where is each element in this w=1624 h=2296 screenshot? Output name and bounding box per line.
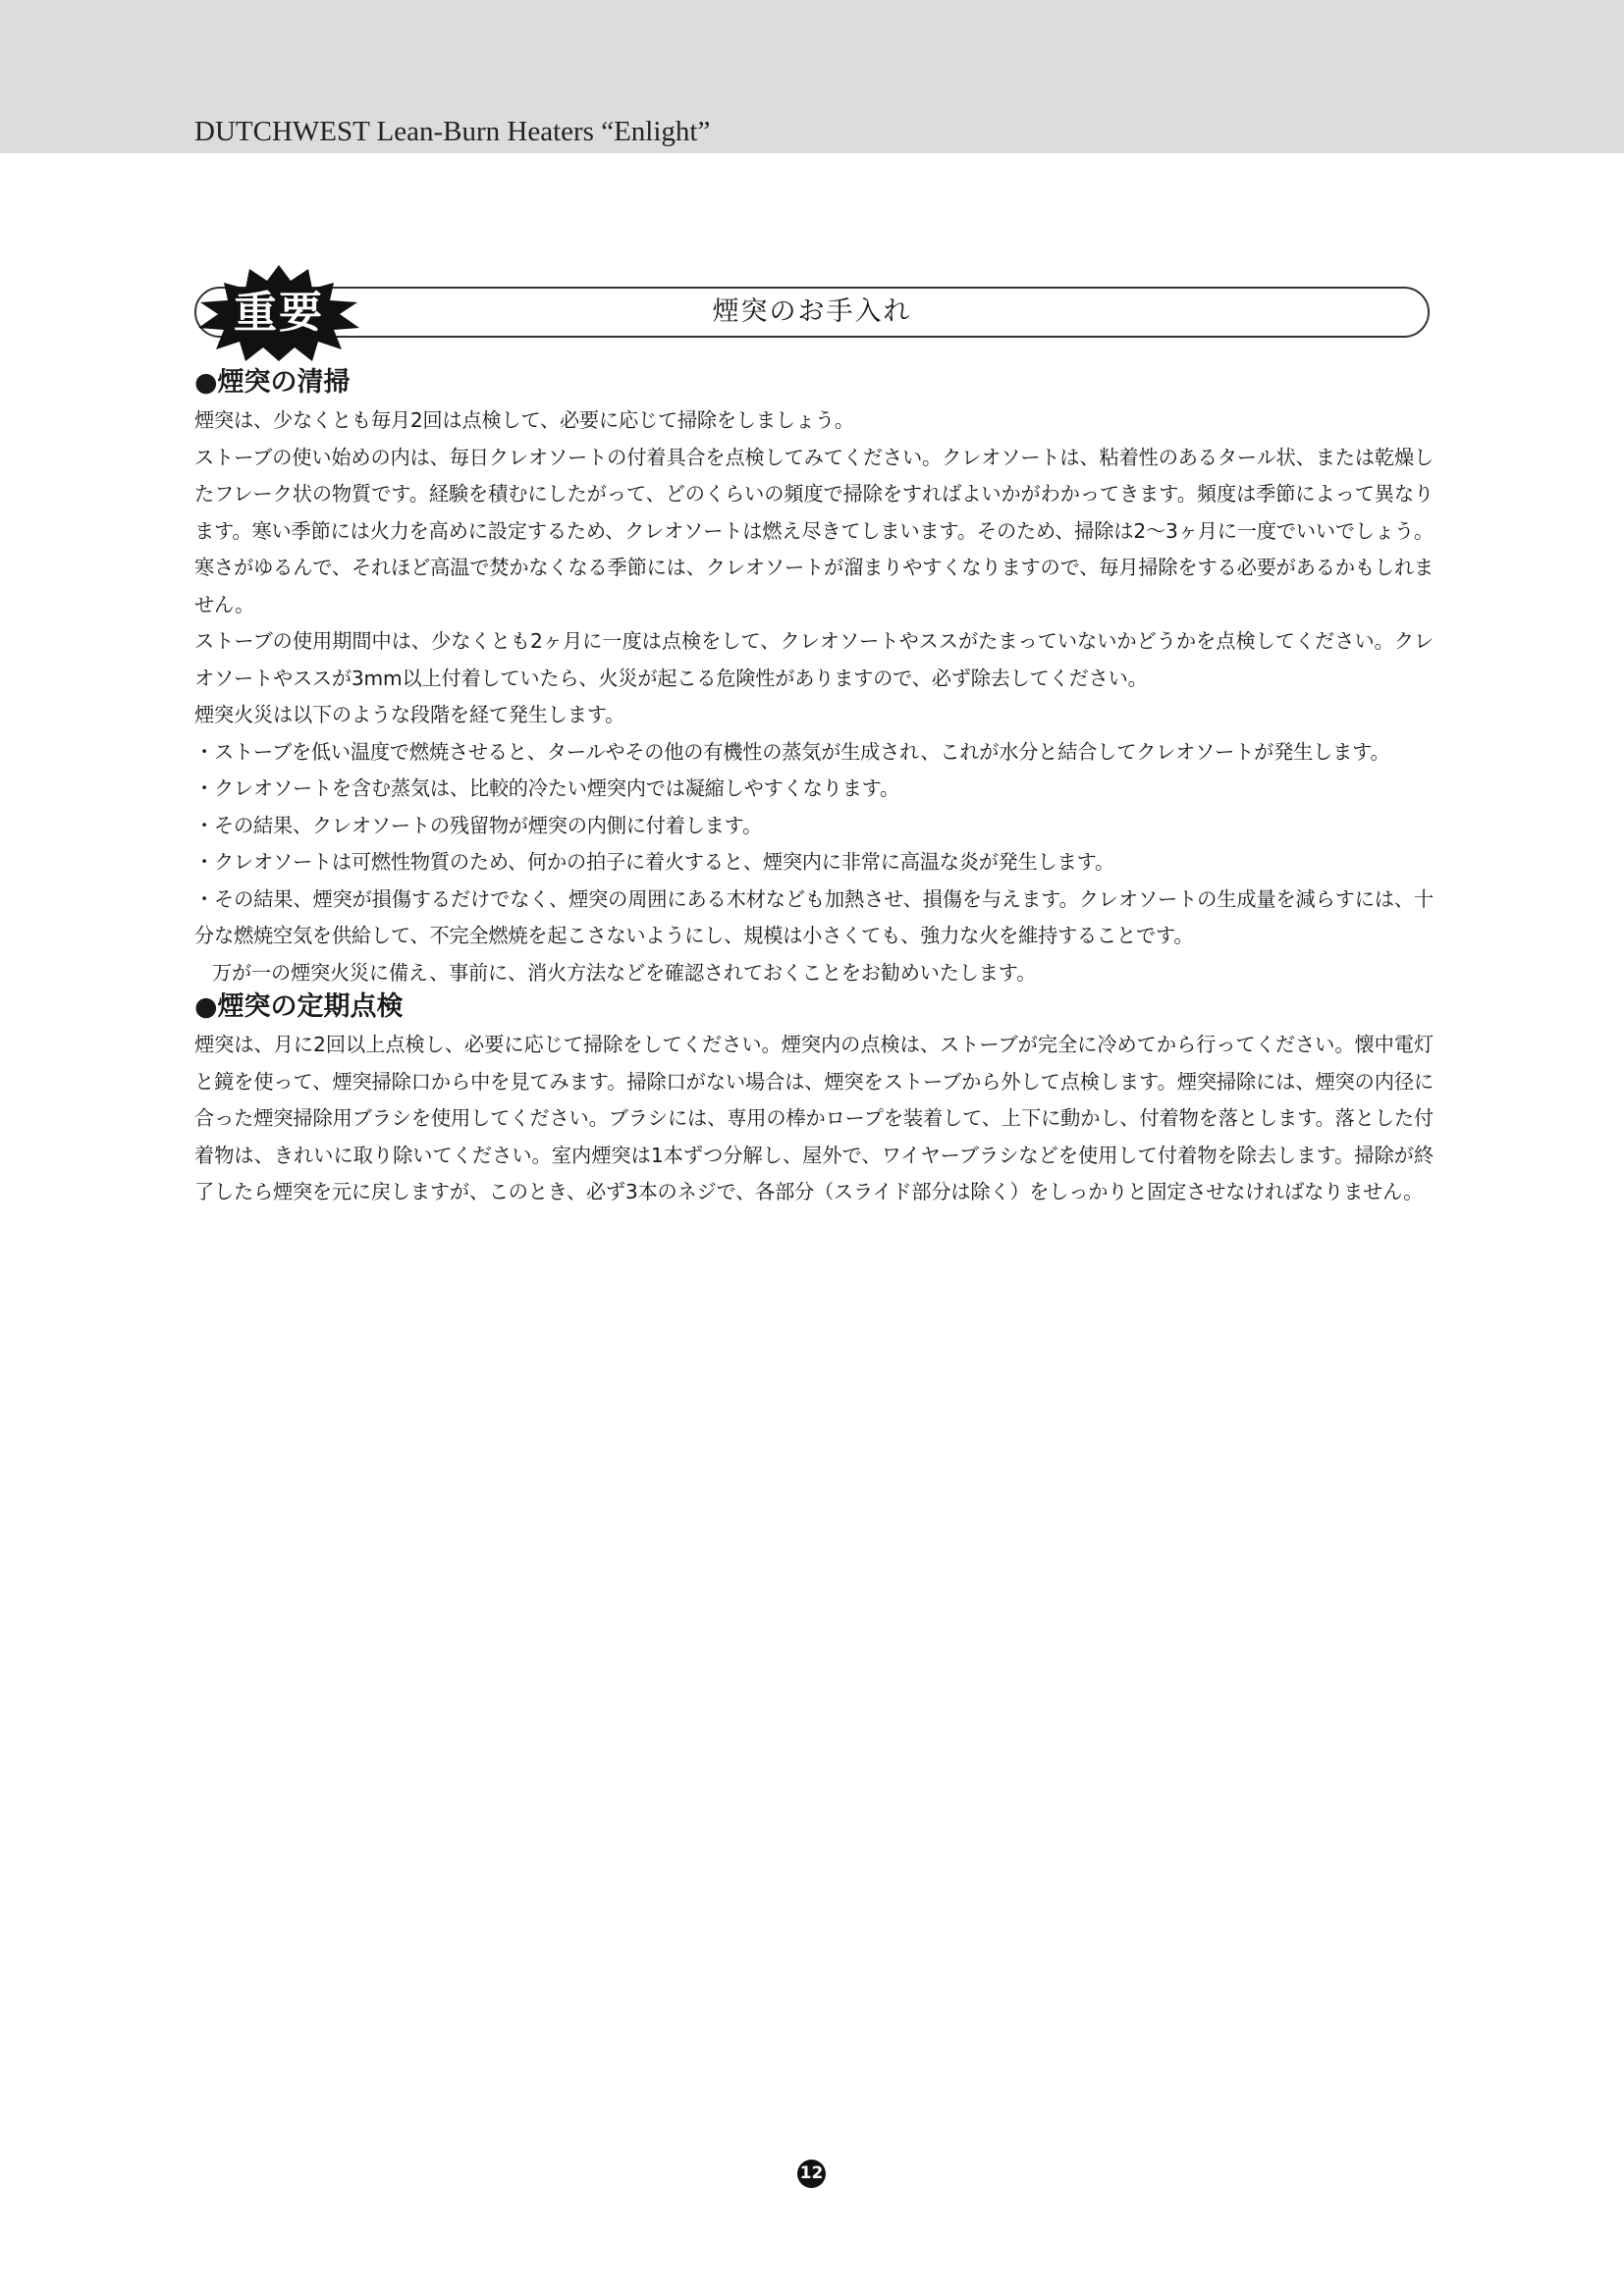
section-heading: ●煙突の清掃 — [194, 367, 351, 398]
paragraph: ストーブの使い始めの内は、毎日クレオソートの付着具合を点検してみてください。クレオソートは、粘着性のあるタール状、または乾燥したフレーク状の物質です。経験を積むにしたがって、どのくらいの頻度で掃除をすればよいかがわかってきます。頻度は季節によって異なります。寒い季節には火力を高めに設定するため、クレオソートは燃え尽きてしまいます。そのため、掃除は2〜3ヶ月に一度でいいでしょう。寒さがゆるんで、それほど高温で焚かなくなる季節には、クレオソートが溜まりやすくなりますので、毎月掃除をする必要があるかもしれません。 — [194, 445, 1434, 616]
list-item: ・クレオソートは可燃性物質のため、何かの拍子に着火すると、煙突内に非常に高温な炎が発生します。 — [194, 850, 1114, 874]
banner-title: 煙突のお手入れ — [712, 296, 912, 327]
section-chimney-inspection — [194, 988, 1434, 1211]
section-heading: ●煙突の定期点検 — [194, 991, 404, 1022]
document-title: DUTCHWEST Lean-Burn Heaters “Enlight” — [194, 116, 711, 147]
paragraph: 煙突火災は以下のような段階を経て発生します。 — [194, 703, 625, 726]
important-badge — [194, 263, 363, 363]
badge-label: 重要 — [234, 288, 324, 338]
paragraph: 万が一の煙突火災に備え、事前に、消火方法などを確認されておくことをお勧めいたします。 — [212, 960, 1037, 985]
paragraph: 煙突は、月に2回以上点検し、必要に応じて掃除をしてください。煙突内の点検は、ストーブが完全に冷めてから行ってください。懐中電灯と鏡を使って、煙突掃除口から中を見てみます。掃除口がない場合は、煙突をストーブから外して点検します。煙突掃除には、煙突の内径に合った煙突掃除用ブラシを使用してください。ブラシには、専用の棒かロープを装着して、上下に動かし、付着物を落とします。落とした付着物は、きれいに取り除いてください。室内煙突は1本ずつ分解し、屋外で、ワイヤーブラシなどを使用して付着物を除去します。掃除が終了したら煙突を元に戻しますが、このとき、必ず3本のネジで、各部分（スライド部分は除く）をしっかりと固定させなければなりません。 — [194, 1033, 1434, 1203]
list-item: ・クレオソートを含む蒸気は、比較的冷たい煙突内では凝縮しやすくなります。 — [194, 776, 899, 800]
paragraph: 煙突は、少なくとも毎月2回は点検して、必要に応じて掃除をしましょう。 — [194, 408, 854, 432]
page-number: 12 — [797, 2160, 826, 2188]
section-chimney-cleaning — [194, 363, 1434, 991]
section-banner — [194, 287, 1430, 338]
list-item: ・その結果、クレオソートの残留物が煙突の内側に付着します。 — [194, 813, 763, 837]
list-item: ・その結果、煙突が損傷するだけでなく、煙突の周囲にある木材なども加熱させ、損傷を与えます。クレオソートの生成量を減らすには、十分な燃焼空気を供給して、不完全燃焼を起こさないようにし、規模は小さくても、強力な火を維持することです。 — [194, 886, 1434, 947]
paragraph: ストーブの使用期間中は、少なくとも2ヶ月に一度は点検をして、クレオソートやススがたまっていないかどうかを点検してください。クレオソートやススが3mm以上付着していたら、火災が起こる危険性がありますので、必ず除去してください。 — [194, 629, 1434, 690]
list-item: ・ストーブを低い温度で燃焼させると、タールやその他の有機性の蒸気が生成され、これが水分と結合してクレオソートが発生します。 — [194, 739, 1390, 764]
